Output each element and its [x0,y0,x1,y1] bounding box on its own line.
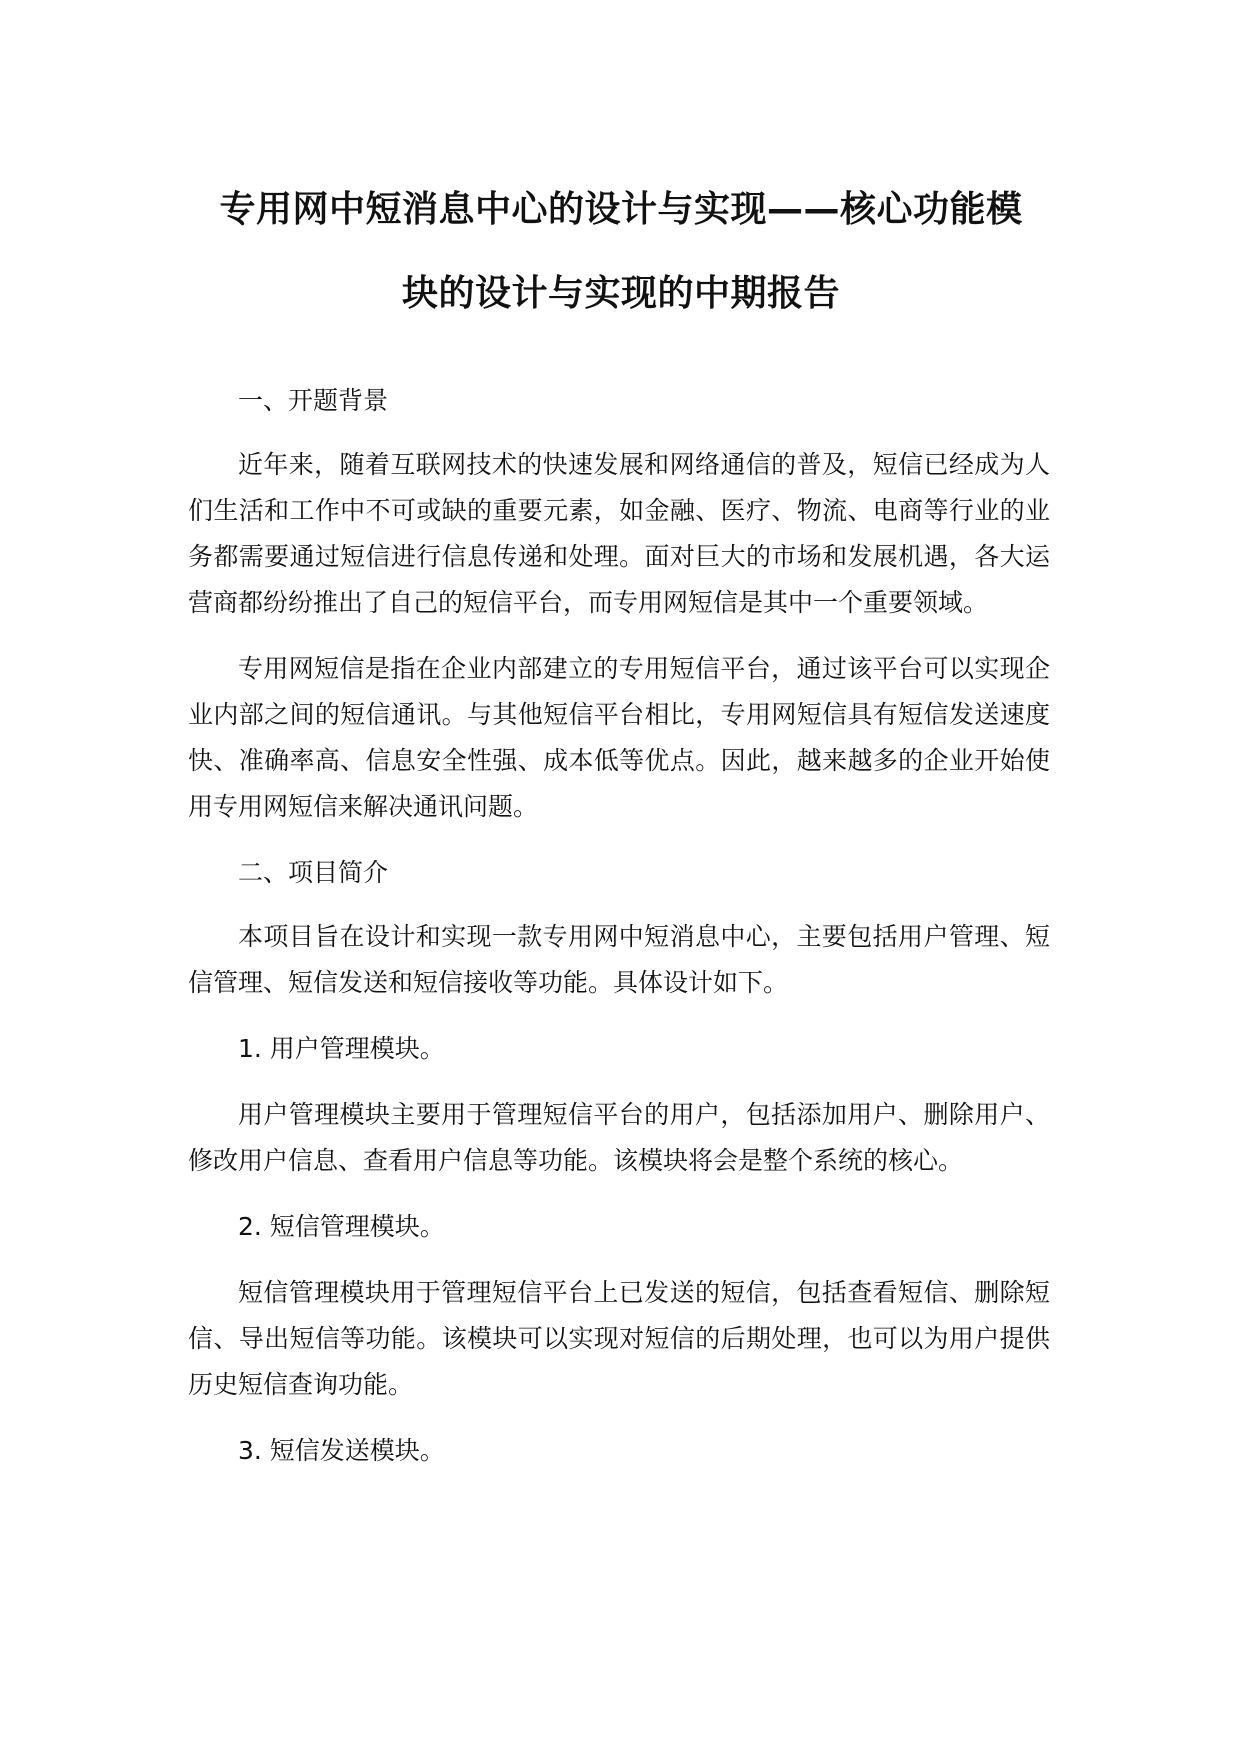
document-title [190,168,1052,336]
title-line-1: 专用网中短消息中心的设计与实现——核心功能模 [219,189,1023,230]
section-1-heading: 一、开题背景 [238,386,389,415]
section-2-heading: 二、项目简介 [238,858,389,887]
title-line-2: 块的设计与实现的中期报告 [401,273,840,314]
module-3-heading: 3. 短信发送模块。 [238,1436,445,1465]
section-1-paragraph-2: 专用网短信是指在企业内部建立的专用短信平台，通过该平台可以实现企业内部之间的短信通讯。与其他短信平台相比，专用网短信具有短信发送速度快、准确率高、信息安全性强、成本低等优点。因此，越来越多的企业开始使用专用网短信来解决通讯问题。 [188,654,1050,821]
module-1-heading: 1. 用户管理模块。 [238,1034,445,1063]
module-2-text: 短信管理模块用于管理短信平台上已发送的短信，包括查看短信、删除短信、导出短信等功能。该模块可以实现对短信的后期处理，也可以为用户提供历史短信查询功能。 [188,1278,1050,1399]
module-2-heading: 2. 短信管理模块。 [238,1212,445,1241]
section-2-intro: 本项目旨在设计和实现一款专用网中短消息中心，主要包括用户管理、短信管理、短信发送和短信接收等功能。具体设计如下。 [188,922,1050,997]
module-1-text: 用户管理模块主要用于管理短信平台的用户，包括添加用户、删除用户、修改用户信息、查看用户信息等功能。该模块将会是整个系统的核心。 [188,1100,1050,1175]
section-1-paragraph-1: 近年来，随着互联网技术的快速发展和网络通信的普及，短信已经成为人们生活和工作中不可或缺的重要元素，如金融、医疗、物流、电商等行业的业务都需要通过短信进行信息传递和处理。面对巨大的市场和发展机遇，各大运营商都纷纷推出了自己的短信平台，而专用网短信是其中一个重要领域。 [188,450,1050,617]
document-body [188,378,1050,1494]
